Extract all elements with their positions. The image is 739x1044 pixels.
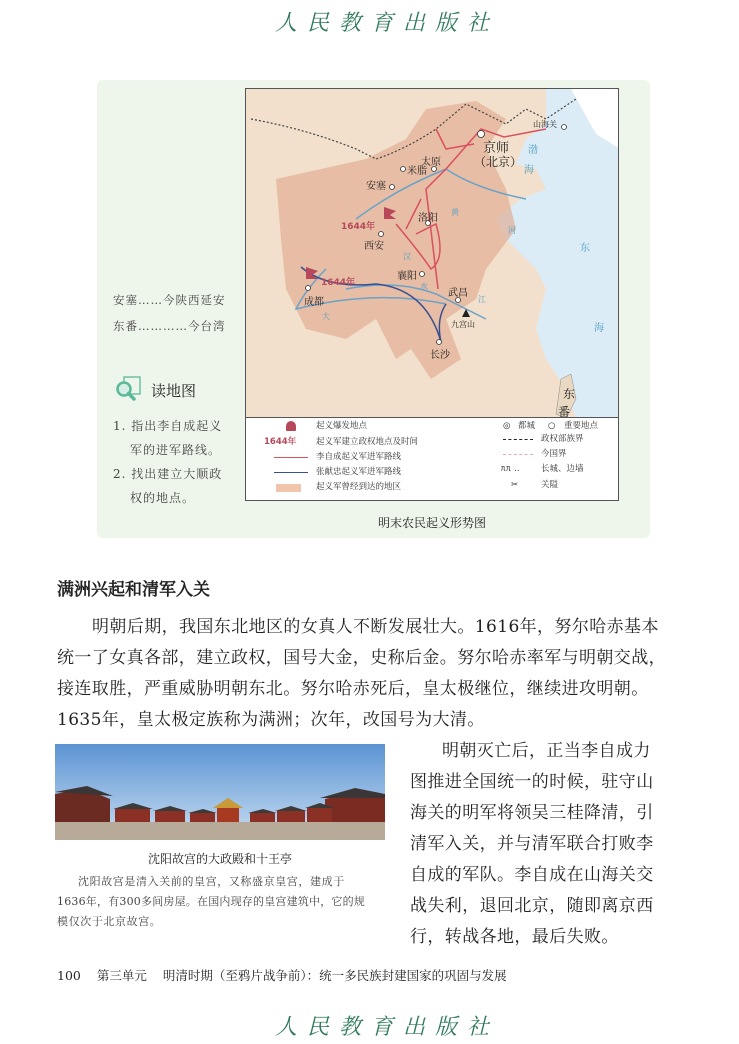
unit-title: 明清时期（至鸦片战争前）：统一多民族封建国家的巩固与发展 bbox=[162, 968, 507, 983]
great-wall-icon: ᥰᥰ ‥ bbox=[501, 464, 520, 474]
paragraph-line: 1635年，皇太极定族称为满洲；次年，改国号为大清。 bbox=[57, 710, 485, 730]
page-footer bbox=[57, 966, 507, 984]
unit-label: 第三单元 bbox=[96, 968, 147, 983]
zhangxianzhong-route-icon bbox=[274, 472, 308, 473]
pass-icon: ✂ bbox=[511, 480, 519, 490]
question: 2. 找出建立大顺政 bbox=[113, 467, 223, 481]
paragraph-line: 明朝灭亡后，正当李自成力 bbox=[442, 741, 651, 761]
paragraph-line: 自成的军队。李自成在山海关交 bbox=[410, 865, 654, 885]
question: 权的地点。 bbox=[130, 491, 196, 505]
paragraph-line: 海关的明军将领吴三桂降清，引 bbox=[410, 803, 654, 823]
sea bbox=[496, 89, 619, 418]
place-icon: ○ bbox=[548, 421, 556, 431]
map-graphic bbox=[246, 89, 619, 418]
photo-description: 沈阳故宫是清入关前的皇宫，又称盛京皇宫，建成于 bbox=[78, 875, 345, 888]
paragraph-line: 战失利，退回北京，随即离京西 bbox=[410, 896, 654, 916]
photo-description: 1636年，有300多间房屋。在国内现存的皇宫建筑中，它的规 bbox=[57, 895, 365, 908]
uprising-icon bbox=[286, 421, 296, 431]
magnifier-icon bbox=[114, 375, 144, 405]
photo-caption: 沈阳故宫的大政殿和十王亭 bbox=[147, 852, 292, 866]
flag-icon: 1644年 bbox=[264, 437, 297, 447]
map-caption: 明末农民起义形势图 bbox=[377, 516, 486, 530]
lizicheng-route-icon bbox=[274, 457, 308, 458]
border-icon bbox=[503, 439, 533, 440]
paragraph-line: 接连取胜，严重威胁明朝东北。努尔哈赤死后，皇太极继位，继续进攻明朝。 bbox=[57, 679, 649, 699]
national-border-icon bbox=[503, 454, 533, 455]
map-legend: 起义爆发地点 1644年 起义军建立政权地点及时间 李自成起义军进军路线 张献忠起义军进军路线 起义军曾经到达的地区 ◎ 都城 ○ 重要地点 政权部族界 今国界 ᥰᥰ ‥ 长城、边墙 ✂ 关隘 bbox=[245, 418, 619, 501]
map-note: 安塞……今陕西延安 bbox=[113, 293, 226, 307]
map: 山海关 京师 （北京） 太原 米脂 安塞 洛阳 1644年 西安 襄阳 1644年 成都 武昌 九宫山 长沙 渤 海 东 海 黄 河 汉 水 大 江 东 番 bbox=[245, 88, 619, 418]
question: 军的进军路线。 bbox=[130, 443, 222, 457]
paragraph-line: 清军入关，并与清军联合打败李 bbox=[410, 834, 654, 854]
question: 1. 指出李自成起义 bbox=[113, 419, 223, 433]
paragraph-line: 行，转战各地，最后失败。 bbox=[410, 927, 619, 947]
paragraph-line: 图推进全国统一的时候，驻守山 bbox=[410, 772, 654, 792]
page-number: 100 bbox=[57, 968, 81, 983]
paragraph-line: 统一了女真各部，建立政权，国号大金，史称后金。努尔哈赤率军与明朝交战， bbox=[57, 648, 666, 668]
publisher-logo-top: 人民教育出版社 bbox=[275, 11, 500, 36]
capital-icon: ◎ bbox=[503, 421, 511, 431]
map-note: 东番…………今台湾 bbox=[113, 319, 226, 333]
photo-description: 模仅次于北京故宫。 bbox=[57, 915, 162, 928]
uprising-region bbox=[276, 101, 516, 379]
section-title: 满洲兴起和清军入关 bbox=[57, 580, 210, 600]
publisher-logo-bottom: 人民教育出版社 bbox=[275, 1015, 500, 1040]
read-map-title: 读地图 bbox=[151, 382, 197, 400]
shenyang-palace-photo bbox=[55, 744, 385, 840]
paragraph-line: 明朝后期，我国东北地区的女真人不断发展壮大。1616年，努尔哈赤基本 bbox=[92, 617, 659, 637]
region-swatch bbox=[276, 484, 301, 492]
